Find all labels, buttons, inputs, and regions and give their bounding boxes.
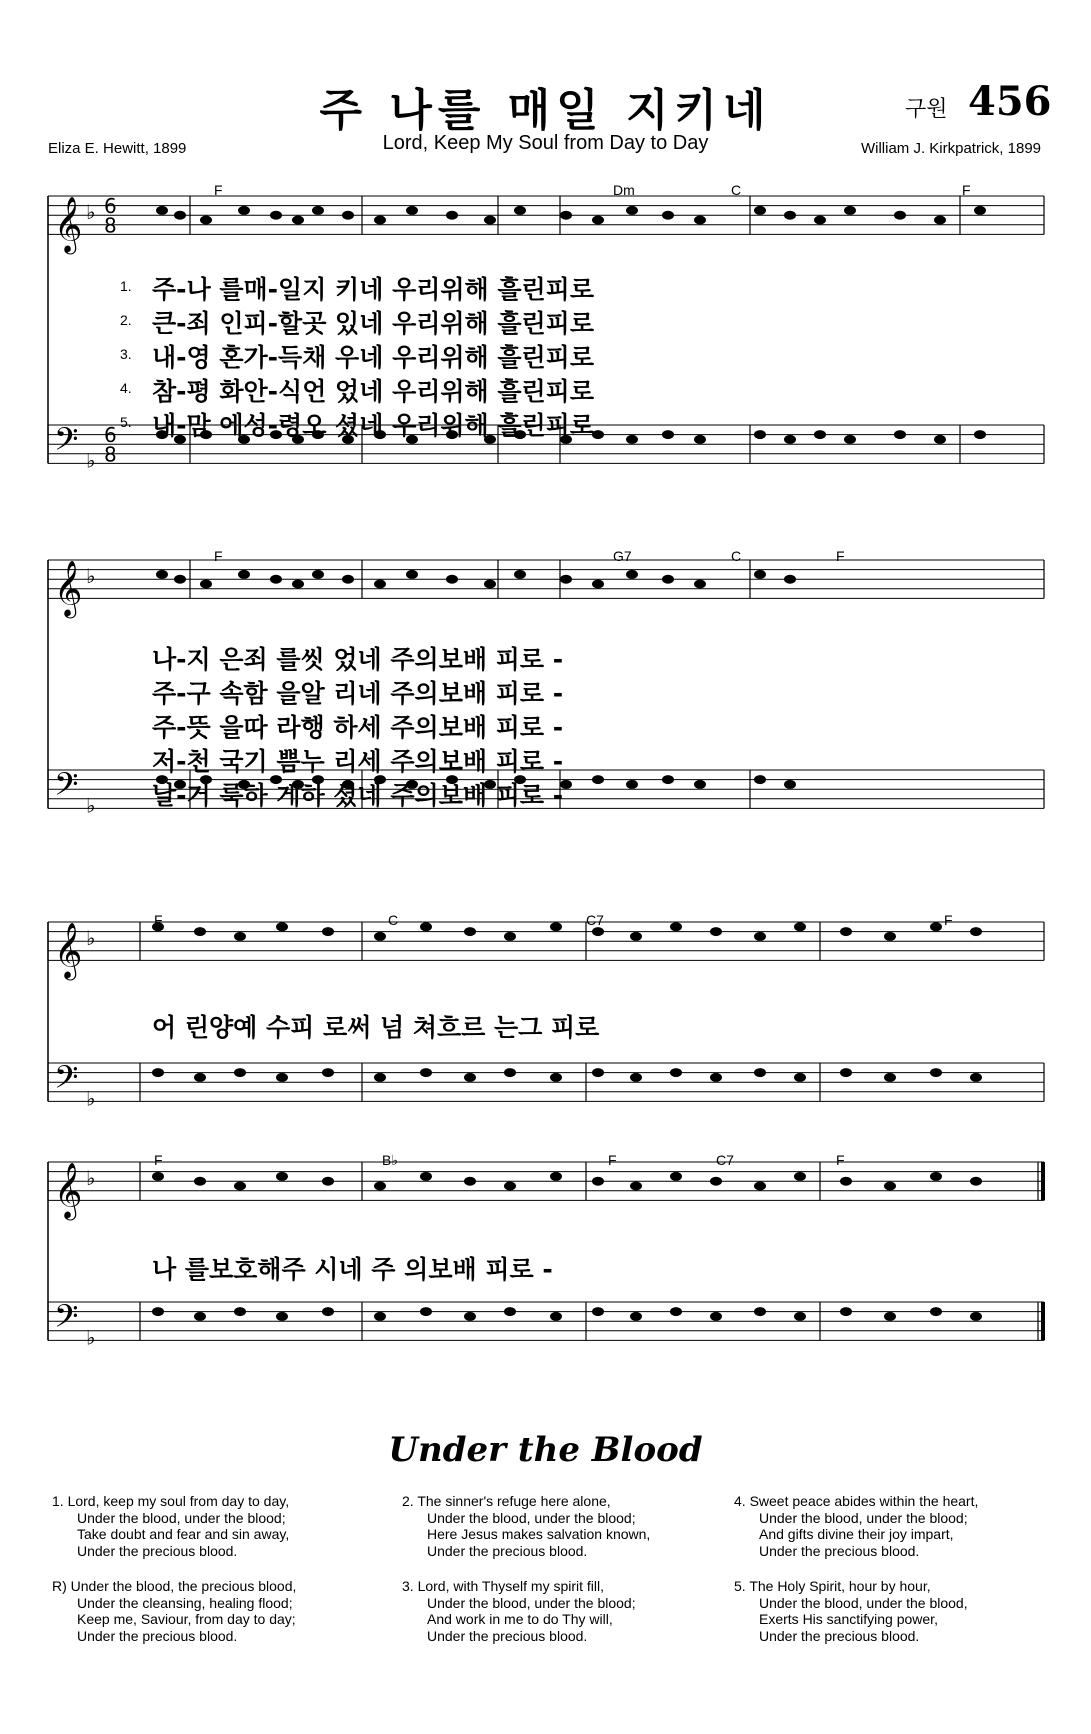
note-head <box>560 211 572 220</box>
flat-sign-icon: ♭ <box>86 793 96 818</box>
note-head <box>794 922 806 931</box>
stanza-line: 4. Sweet peace abides within the heart, <box>734 1493 979 1509</box>
stanza-line: And gifts divine their joy impart, <box>759 1526 954 1542</box>
note-head <box>894 211 906 220</box>
note-head <box>374 1312 386 1321</box>
lyric-line-verse-1: 나-지 은죄 를씻 었네 주의보배 피로 - <box>152 645 564 674</box>
note-head <box>420 1172 432 1181</box>
note-head <box>784 435 796 444</box>
note-head <box>884 1182 896 1191</box>
note-head <box>884 1312 896 1321</box>
note-head <box>276 1073 288 1082</box>
note-head <box>194 1177 206 1186</box>
stanza-line: Under the precious blood. <box>427 1542 588 1559</box>
note-head <box>234 1182 246 1191</box>
note-head <box>930 1307 942 1316</box>
note-head <box>930 1068 942 1077</box>
note-head <box>710 1177 722 1186</box>
note-head <box>970 1177 982 1186</box>
flat-sign-icon: ♭ <box>86 1166 96 1191</box>
note-head <box>894 430 906 439</box>
note-head <box>754 430 766 439</box>
stanza-line: Under the precious blood. <box>77 1542 238 1559</box>
note-head <box>238 570 250 579</box>
note-head <box>550 1172 562 1181</box>
note-head <box>152 1172 164 1181</box>
note-head <box>934 216 946 225</box>
note-head <box>374 1073 386 1082</box>
hymn-number: 456 <box>968 78 1052 125</box>
bass-clef-icon: 𝄢 <box>54 420 79 465</box>
flat-sign-icon: ♭ <box>86 1325 96 1350</box>
stanza-line: Under the blood, under the blood; <box>759 1509 968 1526</box>
note-head <box>238 206 250 215</box>
note-head <box>974 206 986 215</box>
note-head <box>550 922 562 931</box>
chord-symbol: F <box>214 182 223 198</box>
note-head <box>694 780 706 789</box>
note-head <box>754 775 766 784</box>
chord-symbol: C <box>731 182 742 198</box>
note-head <box>626 570 638 579</box>
chord-symbol: C7 <box>716 1152 734 1168</box>
note-head <box>784 211 796 220</box>
note-head <box>194 1312 206 1321</box>
english-title: Under the Blood <box>388 1430 703 1470</box>
time-signature-bottom: 8 <box>104 213 117 238</box>
stanza-line: Under the precious blood. <box>759 1542 920 1559</box>
note-head <box>794 1312 806 1321</box>
english-refrain <box>52 1578 296 1644</box>
stanza-line: Keep me, Saviour, from day to day; <box>77 1611 296 1627</box>
note-head <box>694 580 706 589</box>
note-head <box>234 932 246 941</box>
note-head <box>200 580 212 589</box>
note-head <box>754 1307 766 1316</box>
stanza-line: Under the blood, under the blood; <box>427 1594 636 1611</box>
note-head <box>754 1068 766 1077</box>
chord-symbol: F <box>962 182 971 198</box>
chord-symbol: F <box>608 1152 617 1168</box>
note-head <box>974 430 986 439</box>
note-head <box>592 1177 604 1186</box>
note-head <box>322 1307 334 1316</box>
note-head <box>694 216 706 225</box>
stanza-line: 2. The sinner's refuge here alone, <box>402 1493 611 1509</box>
chord-symbol: F <box>214 548 223 564</box>
note-head <box>504 1307 516 1316</box>
chord-symbol: B♭ <box>382 1152 398 1168</box>
stanza-line: Under the precious blood. <box>427 1627 588 1644</box>
stanza-line: Under the blood, under the blood; <box>77 1509 286 1526</box>
note-head <box>194 1073 206 1082</box>
note-head <box>234 1068 246 1077</box>
composer-credit: William J. Kirkpatrick, 1899 <box>860 140 1041 157</box>
stanza-line: Here Jesus makes salvation known, <box>427 1526 651 1542</box>
lyricist-credit: Eliza E. Hewitt, 1899 <box>48 140 187 157</box>
note-head <box>446 575 458 584</box>
lyric-line-verse-5: 날-거 룩하 게하 셨네 주의보배 피로 - <box>152 781 564 810</box>
note-head <box>292 216 304 225</box>
english-stanza-1 <box>52 1493 289 1559</box>
note-head <box>560 575 572 584</box>
stanza-line: 3. Lord, with Thyself my spirit fill, <box>402 1578 605 1594</box>
note-head <box>152 1068 164 1077</box>
note-head <box>840 1068 852 1077</box>
note-head <box>484 580 496 589</box>
stanza-line: 1. Lord, keep my soul from day to day, <box>52 1493 290 1509</box>
lyric-line-verse-5: 내-맘 에성-령오 셨네 우리위해 흘린피로 <box>152 411 594 440</box>
lyric-line-verse-1: 주-나 를매-일지 키네 우리위해 흘린피로 <box>152 275 594 304</box>
note-head <box>464 1073 476 1082</box>
flat-sign-icon: ♭ <box>86 564 96 589</box>
note-head <box>710 1312 722 1321</box>
note-head <box>970 927 982 936</box>
note-head <box>420 1068 432 1077</box>
note-head <box>784 780 796 789</box>
note-head <box>174 211 186 220</box>
note-head <box>710 927 722 936</box>
note-head <box>844 206 856 215</box>
stanza-line: Under the precious blood. <box>759 1627 920 1644</box>
note-head <box>662 575 674 584</box>
chord-symbol: F <box>154 1152 163 1168</box>
note-head <box>630 1312 642 1321</box>
stanza-line: R) Under the blood, the precious blood, <box>52 1578 297 1594</box>
note-head <box>814 216 826 225</box>
note-head <box>840 1177 852 1186</box>
note-head <box>884 1073 896 1082</box>
note-head <box>754 570 766 579</box>
lyric-line-verse-2: 주-구 속함 을알 리네 주의보배 피로 - <box>152 679 564 708</box>
chord-symbol: C7 <box>586 912 604 928</box>
note-head <box>662 211 674 220</box>
verse-number: 4. <box>120 380 132 396</box>
note-head <box>276 922 288 931</box>
note-head <box>504 1068 516 1077</box>
note-head <box>276 1172 288 1181</box>
stanza-line: Take doubt and fear and sin away, <box>77 1526 290 1542</box>
flat-sign-icon: ♭ <box>86 926 96 951</box>
lyric-line-verse-4: 저-천 국기 쁨누 리세 주의보배 피로 - <box>152 747 564 776</box>
note-head <box>504 932 516 941</box>
note-head <box>514 570 526 579</box>
chord-symbol: C <box>731 548 742 564</box>
note-head <box>152 1307 164 1316</box>
note-head <box>630 1073 642 1082</box>
note-head <box>322 1177 334 1186</box>
note-head <box>342 575 354 584</box>
note-head <box>670 1172 682 1181</box>
note-head <box>592 1068 604 1077</box>
stanza-line: 5. The Holy Spirit, hour by hour, <box>734 1578 931 1594</box>
note-head <box>626 435 638 444</box>
note-head <box>754 1182 766 1191</box>
chord-symbol: C <box>388 912 399 928</box>
note-head <box>322 927 334 936</box>
note-head <box>270 211 282 220</box>
note-head <box>970 1073 982 1082</box>
note-head <box>550 1073 562 1082</box>
note-head <box>276 1312 288 1321</box>
lyric-line-refrain: 어 린양예 수피 로써 넘 쳐흐르 는그 피로 <box>152 1013 600 1042</box>
verse-number: 3. <box>120 346 132 362</box>
english-stanza-5 <box>734 1578 968 1644</box>
bass-clef-icon: 𝄢 <box>54 1058 79 1103</box>
stanza-line: And work in me to do Thy will, <box>427 1611 613 1627</box>
note-head <box>592 1307 604 1316</box>
time-signature-bottom: 8 <box>104 442 117 467</box>
note-head <box>514 206 526 215</box>
flat-sign-icon: ♭ <box>86 448 96 473</box>
note-head <box>312 206 324 215</box>
note-head <box>592 216 604 225</box>
english-stanza-4 <box>734 1493 978 1559</box>
note-head <box>312 570 324 579</box>
note-head <box>484 216 496 225</box>
note-head <box>200 216 212 225</box>
note-head <box>626 206 638 215</box>
chord-symbol: G7 <box>613 548 632 564</box>
chord-symbol: F <box>944 912 953 928</box>
note-head <box>840 927 852 936</box>
note-head <box>406 570 418 579</box>
stanza-line: Exerts His sanctifying power, <box>759 1611 938 1627</box>
chord-symbol: F <box>154 912 163 928</box>
note-head <box>930 922 942 931</box>
note-head <box>374 580 386 589</box>
note-head <box>784 575 796 584</box>
note-head <box>934 435 946 444</box>
note-head <box>406 206 418 215</box>
time-signature-top: 6 <box>104 194 117 219</box>
stanza-line: Under the precious blood. <box>77 1627 238 1644</box>
note-head <box>662 430 674 439</box>
note-head <box>592 775 604 784</box>
verse-number: 1. <box>120 278 132 294</box>
treble-clef-icon: 𝄞 <box>54 1162 83 1219</box>
note-head <box>840 1307 852 1316</box>
english-stanza-3 <box>402 1578 636 1644</box>
note-head <box>694 435 706 444</box>
note-head <box>374 216 386 225</box>
note-head <box>342 211 354 220</box>
note-head <box>156 206 168 215</box>
note-head <box>670 922 682 931</box>
hymn-category-label: 구원 <box>905 97 948 122</box>
hymn-title-english: Lord, Keep My Soul from Day to Day <box>382 132 709 154</box>
note-head <box>464 927 476 936</box>
note-head <box>670 1068 682 1077</box>
note-head <box>550 1312 562 1321</box>
note-head <box>420 922 432 931</box>
lyric-line-verse-3: 주-뜻 을따 라행 하세 주의보배 피로 - <box>152 713 564 742</box>
hymn-title-korean: 주 나를 매일 지키네 <box>319 85 772 136</box>
note-head <box>174 575 186 584</box>
flat-sign-icon: ♭ <box>86 200 96 225</box>
note-head <box>710 1073 722 1082</box>
note-head <box>446 211 458 220</box>
note-head <box>930 1172 942 1181</box>
note-head <box>234 1307 246 1316</box>
note-head <box>374 1182 386 1191</box>
note-head <box>754 206 766 215</box>
chord-symbol: Dm <box>613 182 635 198</box>
note-head <box>794 1073 806 1082</box>
note-head <box>464 1177 476 1186</box>
note-head <box>592 580 604 589</box>
chord-symbol: F <box>836 1152 845 1168</box>
note-head <box>626 780 638 789</box>
note-head <box>420 1307 432 1316</box>
note-head <box>662 775 674 784</box>
lyric-line-verse-2: 큰-죄 인피-할곳 있네 우리위해 흘린피로 <box>152 309 594 338</box>
note-head <box>156 570 168 579</box>
note-head <box>630 932 642 941</box>
bass-clef-icon: 𝄢 <box>54 1297 79 1342</box>
note-head <box>670 1307 682 1316</box>
note-head <box>844 435 856 444</box>
stanza-line: Under the blood, under the blood, <box>759 1594 968 1611</box>
lyric-line-verse-3: 내-영 혼가-득채 우네 우리위해 흘린피로 <box>152 343 594 372</box>
verse-number: 2. <box>120 312 132 328</box>
chord-symbol: F <box>836 548 845 564</box>
note-head <box>794 1172 806 1181</box>
flat-sign-icon: ♭ <box>86 1086 96 1111</box>
verse-number: 5. <box>120 414 132 430</box>
lyric-line-verse-4: 참-평 화안-식언 었네 우리위해 흘린피로 <box>152 377 594 406</box>
note-head <box>374 932 386 941</box>
note-head <box>270 575 282 584</box>
note-head <box>464 1312 476 1321</box>
stanza-line: Under the blood, under the blood; <box>427 1509 636 1526</box>
note-head <box>970 1312 982 1321</box>
treble-clef-icon: 𝄞 <box>54 196 83 253</box>
note-head <box>592 927 604 936</box>
note-head <box>630 1182 642 1191</box>
bass-clef-icon: 𝄢 <box>54 765 79 810</box>
note-head <box>884 932 896 941</box>
note-head <box>754 932 766 941</box>
english-stanza-2 <box>402 1493 650 1559</box>
note-head <box>814 430 826 439</box>
stanza-line: Under the cleansing, healing flood; <box>77 1594 293 1611</box>
lyric-line-refrain: 나 를보호해주 시네 주 의보배 피로 - <box>152 1255 553 1284</box>
note-head <box>504 1182 516 1191</box>
time-signature-top: 6 <box>104 423 117 448</box>
treble-clef-icon: 𝄞 <box>54 560 83 617</box>
treble-clef-icon: 𝄞 <box>54 922 83 979</box>
note-head <box>322 1068 334 1077</box>
note-head <box>292 580 304 589</box>
note-head <box>194 927 206 936</box>
